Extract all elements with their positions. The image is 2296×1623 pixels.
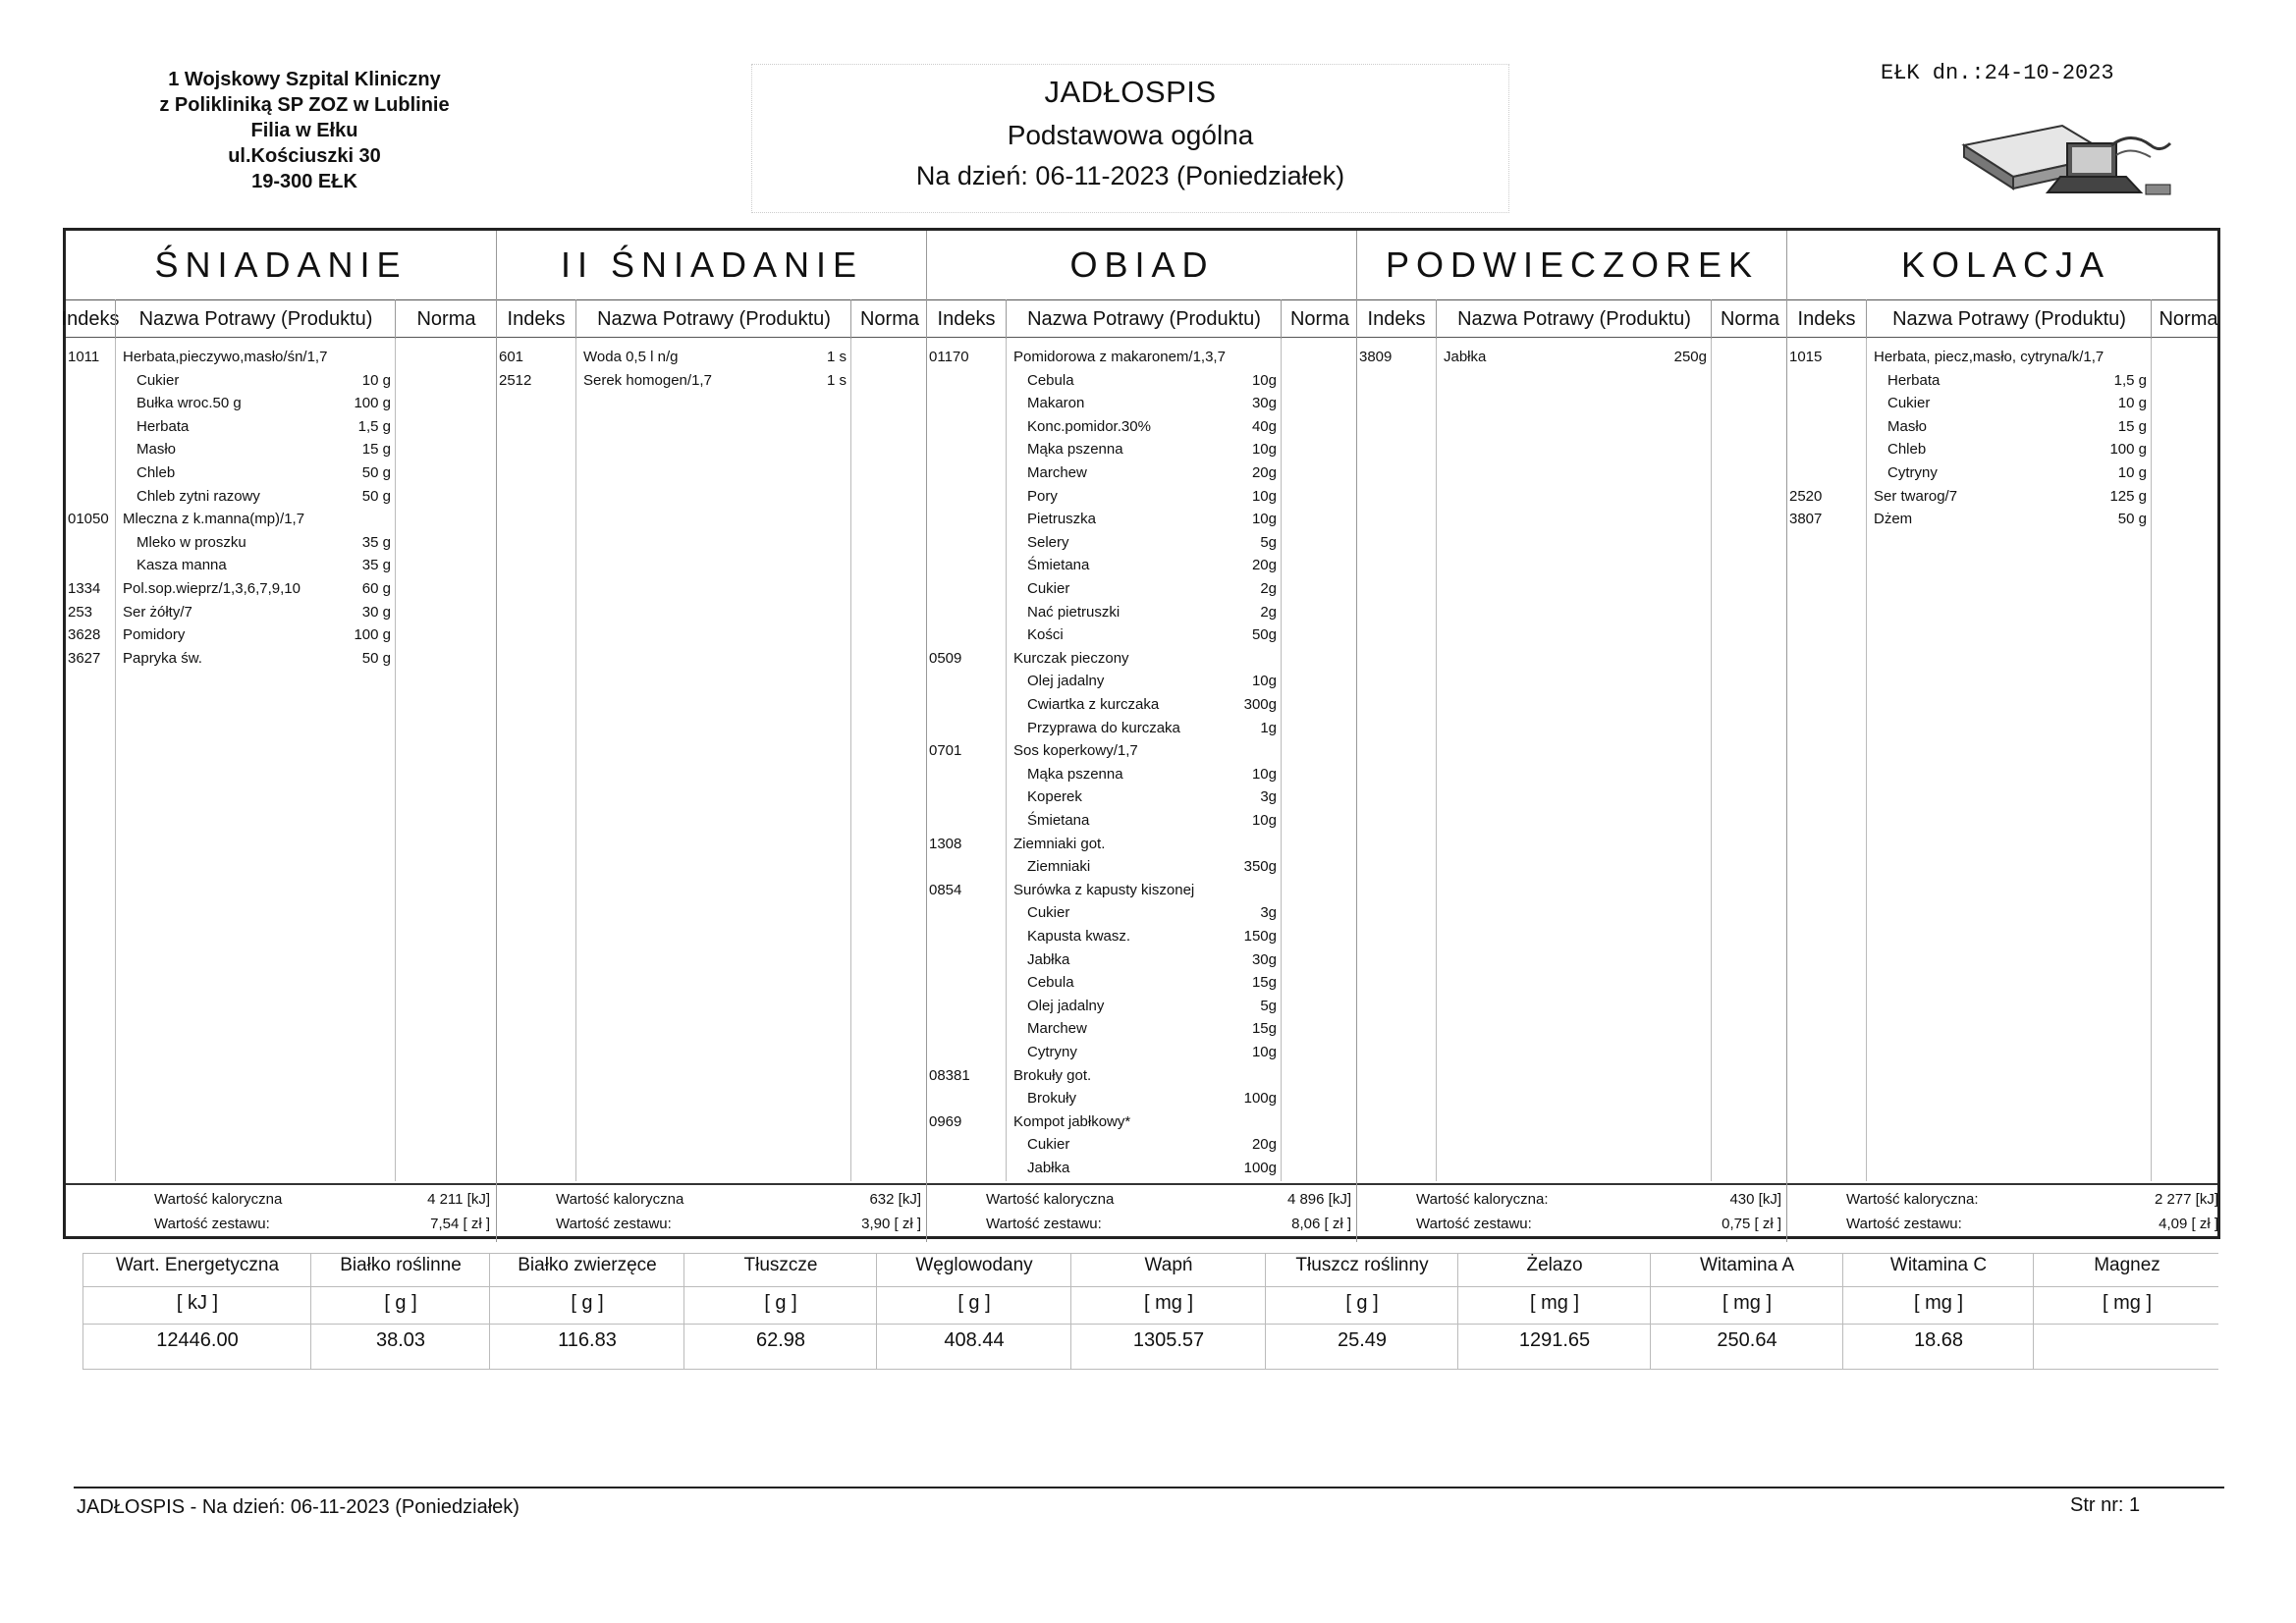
nutrition-column bbox=[310, 1253, 490, 1369]
item-index: 0969 bbox=[929, 1112, 962, 1130]
ingredient-name: Pory bbox=[1027, 487, 1058, 505]
nutrition-label: Wapń bbox=[1144, 1255, 1193, 1275]
nutrition-rule bbox=[82, 1286, 2218, 1287]
nutrition-value: 12446.00 bbox=[156, 1329, 239, 1351]
item-index: 08381 bbox=[929, 1066, 970, 1084]
column-header-index: Indeks bbox=[507, 307, 566, 330]
nutrition-label: Magnez bbox=[2094, 1255, 2160, 1275]
item-norm: 60 g bbox=[361, 580, 391, 597]
item-norm bbox=[2062, 347, 2147, 368]
item-norm: 100g bbox=[1243, 1090, 1277, 1108]
dish-name: Papryka św. bbox=[123, 649, 202, 667]
item-index: 253 bbox=[68, 603, 93, 621]
footer-title: JADŁOSPIS - Na dzień: 06-11-2023 (Poniedziałek) bbox=[77, 1496, 519, 1518]
laptop-books-icon bbox=[1954, 116, 2180, 209]
nutrition-column bbox=[82, 1253, 311, 1369]
item-norm: 1 s bbox=[826, 371, 847, 389]
item-norm: 350g bbox=[1243, 858, 1277, 876]
column-header-name: Nazwa Potrawy (Produktu) bbox=[1866, 299, 2152, 339]
item-norm bbox=[1192, 740, 1277, 762]
nutrition-unit: [ g ] bbox=[571, 1292, 604, 1314]
item-norm: 30g bbox=[1251, 395, 1277, 412]
ingredient-name: Cukier bbox=[137, 371, 180, 389]
item-norm: 50g bbox=[1251, 626, 1277, 644]
nutrition-unit: [ g ] bbox=[1345, 1292, 1379, 1314]
page-number: Str nr: 1 bbox=[2070, 1494, 2141, 1516]
item-norm: 50 g bbox=[361, 487, 391, 505]
ingredient-name: Ziemniaki bbox=[1027, 858, 1091, 876]
ingredient-name: Selery bbox=[1027, 533, 1069, 551]
nutrition-value: 38.03 bbox=[375, 1329, 426, 1351]
nutrition-unit: [ mg ] bbox=[1529, 1292, 1579, 1314]
nutrition-value: 1291.65 bbox=[1518, 1329, 1591, 1351]
meal-column bbox=[926, 231, 1357, 1242]
ingredient-name: Bułka wroc.50 g bbox=[137, 395, 242, 412]
ingredient-name: Przyprawa do kurczaka bbox=[1027, 719, 1180, 736]
nutrition-unit: [ g ] bbox=[764, 1292, 797, 1314]
item-norm: 150g bbox=[1243, 928, 1277, 945]
column-header-index: Indeks bbox=[937, 307, 996, 330]
cost-label: Wartość zestawu: bbox=[1416, 1216, 1532, 1232]
item-norm bbox=[1192, 1111, 1277, 1133]
cost-label: Wartość zestawu: bbox=[1846, 1216, 1962, 1232]
nutrition-unit: [ mg ] bbox=[1143, 1292, 1193, 1314]
item-norm: 1,5 g bbox=[2113, 371, 2147, 389]
ingredient-name: Mąka pszenna bbox=[1027, 441, 1123, 459]
item-norm: 10g bbox=[1251, 673, 1277, 690]
dish-name: Surówka z kapusty kiszonej bbox=[1013, 881, 1195, 898]
ingredient-name: Olej jadalny bbox=[1027, 673, 1105, 690]
hospital-line: ul.Kościuszki 30 bbox=[228, 145, 381, 167]
ingredient-name: Cwiartka z kurczaka bbox=[1027, 696, 1160, 713]
nutrition-label: Witamina C bbox=[1889, 1255, 1988, 1275]
item-norm bbox=[1192, 1065, 1277, 1087]
ingredient-name: Marchew bbox=[1027, 464, 1087, 481]
ingredient-name: Kości bbox=[1027, 626, 1064, 644]
column-divider bbox=[850, 339, 851, 1181]
nutrition-rule bbox=[82, 1324, 2218, 1325]
dish-name: Serek homogen/1,7 bbox=[583, 371, 712, 389]
ingredient-name: Jabłka bbox=[1027, 950, 1070, 968]
nutrition-unit: [ kJ ] bbox=[176, 1292, 219, 1314]
item-norm: 10g bbox=[1251, 371, 1277, 389]
kcal-value: 2 277 [kJ] bbox=[2154, 1191, 2218, 1208]
ingredient-name: Brokuły bbox=[1027, 1090, 1077, 1108]
nutrition-label: Żelazo bbox=[1526, 1255, 1583, 1275]
hospital-address bbox=[88, 67, 520, 194]
ingredient-name: Makaron bbox=[1027, 395, 1085, 412]
kcal-label: Wartość kaloryczna: bbox=[1416, 1191, 1549, 1208]
meal-column bbox=[1786, 231, 2224, 1242]
nutrition-value: 250.64 bbox=[1717, 1329, 1777, 1351]
item-index: 601 bbox=[499, 349, 524, 365]
item-norm: 35 g bbox=[361, 557, 391, 574]
ingredient-name: Chleb bbox=[137, 464, 176, 481]
title-box bbox=[751, 64, 1509, 213]
kcal-value: 632 [kJ] bbox=[869, 1191, 921, 1208]
nutrition-unit: [ mg ] bbox=[1913, 1292, 1963, 1314]
item-norm: 100g bbox=[1243, 1160, 1277, 1176]
ingredient-name: Cytryny bbox=[1027, 1044, 1077, 1060]
nutrition-value: 1305.57 bbox=[1132, 1329, 1205, 1351]
document-date-line: Na dzień: 06-11-2023 (Poniedziałek) bbox=[915, 161, 1345, 190]
item-index: 0854 bbox=[929, 881, 962, 898]
dish-name: Dżem bbox=[1874, 511, 1913, 528]
nutrition-column bbox=[2033, 1253, 2220, 1369]
item-norm: 15 g bbox=[2117, 417, 2147, 435]
nutrition-label: Wart. Energetyczna bbox=[115, 1255, 280, 1275]
item-index: 01050 bbox=[68, 511, 109, 528]
item-norm: 10g bbox=[1251, 812, 1277, 829]
ingredient-name: Nać pietruszki bbox=[1027, 603, 1121, 621]
ingredient-name: Mąka pszenna bbox=[1027, 765, 1123, 783]
item-norm: 10 g bbox=[2117, 395, 2147, 412]
ingredient-name: Chleb zytni razowy bbox=[137, 487, 260, 505]
item-norm: 250g bbox=[1673, 349, 1707, 365]
kcal-value: 430 [kJ] bbox=[1729, 1191, 1781, 1208]
ingredient-name: Cebula bbox=[1027, 974, 1074, 992]
dish-name: Ziemniaki got. bbox=[1013, 835, 1106, 852]
nutrition-value: 116.83 bbox=[558, 1329, 617, 1351]
dish-name: Pomidorowa z makaronem/1,3,7 bbox=[1013, 349, 1226, 365]
ingredient-name: Masło bbox=[137, 441, 177, 459]
item-index: 2520 bbox=[1789, 487, 1823, 505]
item-index: 2512 bbox=[499, 371, 532, 389]
column-divider bbox=[1281, 339, 1282, 1181]
hospital-line: 1 Wojskowy Szpital Kliniczny bbox=[168, 69, 441, 90]
column-divider bbox=[1866, 339, 1867, 1181]
nutrition-rule bbox=[82, 1253, 2218, 1254]
column-header-norm: Norma bbox=[1281, 299, 1358, 339]
column-header-name: Nazwa Potrawy (Produktu) bbox=[1436, 299, 1712, 339]
nutrition-value: 18.68 bbox=[1913, 1329, 1964, 1351]
item-norm: 15g bbox=[1251, 974, 1277, 992]
kcal-label: Wartość kaloryczna bbox=[154, 1191, 283, 1208]
hospital-line: z Polikliniką SP ZOZ w Lublinie bbox=[159, 94, 450, 116]
item-index: 0701 bbox=[929, 742, 962, 760]
item-norm: 2g bbox=[1260, 580, 1277, 597]
item-index: 3627 bbox=[68, 649, 101, 667]
item-index: 0509 bbox=[929, 649, 962, 667]
item-norm: 5g bbox=[1260, 997, 1277, 1014]
kcal-value: 4 896 [kJ] bbox=[1286, 1191, 1351, 1208]
document-subtitle: Podstawowa ogólna bbox=[1007, 120, 1254, 150]
nutrition-column bbox=[1650, 1253, 1843, 1369]
item-norm: 10 g bbox=[2117, 464, 2147, 481]
item-norm: 1 s bbox=[826, 349, 847, 365]
nutrition-rule bbox=[82, 1369, 2218, 1370]
meal-column bbox=[496, 231, 927, 1242]
nutrition-table bbox=[82, 1253, 2218, 1371]
ingredient-name: Herbata bbox=[1887, 371, 1941, 389]
item-norm: 5g bbox=[1260, 533, 1277, 551]
ingredient-name: Olej jadalny bbox=[1027, 997, 1105, 1014]
nutrition-column bbox=[683, 1253, 877, 1369]
cost-value: 4,09 [ zł ] bbox=[2159, 1216, 2218, 1232]
nutrition-value: 25.49 bbox=[1337, 1329, 1388, 1351]
ingredient-name: Cebula bbox=[1027, 371, 1074, 389]
column-divider bbox=[115, 339, 116, 1181]
nutrition-label: Witamina A bbox=[1699, 1255, 1795, 1275]
nutrition-column bbox=[1265, 1253, 1458, 1369]
column-header-norm: Norma bbox=[2151, 299, 2225, 339]
nutrition-label: Białko zwierzęce bbox=[518, 1255, 657, 1275]
nutrition-column bbox=[1842, 1253, 2034, 1369]
item-norm: 3g bbox=[1260, 904, 1277, 922]
cost-label: Wartość zestawu: bbox=[154, 1216, 270, 1232]
ingredient-name: Śmietana bbox=[1027, 557, 1090, 574]
nutrition-column bbox=[1457, 1253, 1651, 1369]
item-norm: 10g bbox=[1251, 441, 1277, 459]
item-norm: 10g bbox=[1251, 765, 1277, 783]
ingredient-name: Cukier bbox=[1887, 395, 1931, 412]
column-header-norm: Norma bbox=[395, 299, 497, 339]
nutrition-label: Tłuszcze bbox=[743, 1255, 818, 1275]
item-index: 3807 bbox=[1789, 511, 1823, 528]
item-norm: 40g bbox=[1251, 417, 1277, 435]
item-norm: 15g bbox=[1251, 1020, 1277, 1038]
item-norm: 125 g bbox=[2109, 487, 2147, 505]
item-index: 1015 bbox=[1789, 349, 1823, 365]
column-header-name: Nazwa Potrawy (Produktu) bbox=[115, 299, 396, 339]
nutrition-value: 408.44 bbox=[944, 1329, 1005, 1351]
meal-title: ŚNIADANIE bbox=[154, 244, 408, 285]
nutrition-column bbox=[876, 1253, 1071, 1369]
item-norm: 50 g bbox=[361, 464, 391, 481]
item-norm: 35 g bbox=[361, 533, 391, 551]
dish-name: Kompot jabłkowy* bbox=[1013, 1112, 1131, 1130]
column-header-norm: Norma bbox=[1711, 299, 1788, 339]
kcal-value: 4 211 [kJ] bbox=[427, 1191, 490, 1208]
item-norm: 10g bbox=[1251, 511, 1277, 528]
ingredient-name: Cukier bbox=[1027, 1136, 1070, 1154]
column-header-index: Indeks bbox=[1797, 307, 1856, 330]
dish-name: Sos koperkowy/1,7 bbox=[1013, 742, 1138, 760]
column-divider bbox=[2151, 339, 2152, 1181]
ingredient-name: Marchew bbox=[1027, 1020, 1087, 1038]
meal-title: PODWIECZOREK bbox=[1385, 244, 1759, 285]
dish-name: Brokuły got. bbox=[1013, 1066, 1092, 1084]
document-title: JADŁOSPIS bbox=[1044, 75, 1217, 109]
ingredient-name: Koperek bbox=[1027, 788, 1082, 806]
item-norm bbox=[1192, 347, 1277, 368]
item-norm: 20g bbox=[1251, 557, 1277, 574]
ingredient-name: Cukier bbox=[1027, 904, 1070, 922]
meal-column bbox=[61, 231, 496, 1242]
nutrition-unit: [ mg ] bbox=[1722, 1292, 1772, 1314]
dish-name: Herbata,pieczywo,masło/śn/1,7 bbox=[123, 349, 328, 365]
dish-name: Kurczak pieczony bbox=[1013, 649, 1129, 667]
item-norm: 300g bbox=[1243, 696, 1277, 713]
print-date: EŁK dn.:24-10-2023 bbox=[1881, 61, 2114, 85]
ingredient-name: Jabłka bbox=[1027, 1160, 1070, 1176]
item-norm: 100 g bbox=[2109, 441, 2147, 459]
meal-title: KOLACJA bbox=[1900, 244, 2111, 285]
ingredient-name: Śmietana bbox=[1027, 812, 1090, 829]
nutrition-unit: [ g ] bbox=[957, 1292, 991, 1314]
nutrition-unit: [ mg ] bbox=[2102, 1292, 2152, 1314]
item-norm bbox=[306, 347, 391, 368]
nutrition-label: Tłuszcz roślinny bbox=[1295, 1255, 1429, 1275]
item-norm: 50 g bbox=[2117, 511, 2147, 528]
cost-label: Wartość zestawu: bbox=[986, 1216, 1102, 1232]
item-norm: 100 g bbox=[354, 626, 391, 644]
item-index: 3628 bbox=[68, 626, 101, 644]
ingredient-name: Mleko w proszku bbox=[137, 533, 246, 551]
kcal-label: Wartość kaloryczna bbox=[556, 1191, 684, 1208]
hospital-line: Filia w Ełku bbox=[250, 120, 358, 141]
column-header-index: Indeks bbox=[61, 307, 120, 330]
item-norm: 10 g bbox=[361, 371, 391, 389]
ingredient-name: Kasza manna bbox=[137, 557, 227, 574]
item-index: 1308 bbox=[929, 835, 962, 852]
column-divider bbox=[1711, 339, 1712, 1181]
item-norm: 100 g bbox=[354, 395, 391, 412]
dish-name: Pol.sop.wieprz/1,3,6,7,9,10 bbox=[123, 580, 301, 597]
item-norm bbox=[1192, 880, 1277, 901]
ingredient-name: Masło bbox=[1887, 417, 1928, 435]
ingredient-name: Cukier bbox=[1027, 580, 1070, 597]
ingredient-name: Konc.pomidor.30% bbox=[1027, 417, 1151, 435]
item-norm bbox=[306, 509, 391, 530]
nutrition-column bbox=[489, 1253, 684, 1369]
item-norm bbox=[1192, 648, 1277, 670]
item-index: 3809 bbox=[1359, 349, 1393, 365]
kcal-label: Wartość kaloryczna bbox=[986, 1191, 1115, 1208]
nutrition-unit: [ g ] bbox=[384, 1292, 417, 1314]
dish-name: Ser twarog/7 bbox=[1874, 487, 1958, 505]
item-index: 1334 bbox=[68, 580, 101, 597]
item-norm: 10g bbox=[1251, 1044, 1277, 1060]
item-index: 01170 bbox=[929, 349, 969, 365]
column-divider bbox=[1436, 339, 1437, 1181]
meal-title: OBIAD bbox=[1069, 244, 1215, 285]
ingredient-name: Cytryny bbox=[1887, 464, 1938, 481]
footer-rule bbox=[74, 1487, 2224, 1488]
cost-value: 7,54 [ zł ] bbox=[430, 1216, 490, 1232]
item-norm: 20g bbox=[1251, 1136, 1277, 1154]
cost-label: Wartość zestawu: bbox=[556, 1216, 672, 1232]
item-norm: 1,5 g bbox=[357, 417, 391, 435]
column-header-index: Indeks bbox=[1367, 307, 1426, 330]
column-divider bbox=[575, 339, 576, 1181]
dish-name: Jabłka bbox=[1444, 349, 1487, 365]
item-norm: 10g bbox=[1251, 487, 1277, 505]
column-header-norm: Norma bbox=[850, 299, 928, 339]
cost-value: 8,06 [ zł ] bbox=[1291, 1216, 1351, 1232]
nutrition-column bbox=[1070, 1253, 1266, 1369]
nutrition-label: Węglowodany bbox=[915, 1255, 1033, 1275]
item-norm: 2g bbox=[1260, 603, 1277, 621]
ingredient-name: Pietruszka bbox=[1027, 511, 1097, 528]
hospital-line: 19-300 EŁK bbox=[251, 171, 357, 192]
cost-value: 0,75 [ zł ] bbox=[1722, 1216, 1781, 1232]
meal-column bbox=[1356, 231, 1787, 1242]
menu-table bbox=[63, 228, 2220, 1239]
column-divider bbox=[1006, 339, 1007, 1181]
meal-title: II ŚNIADANIE bbox=[560, 244, 864, 285]
column-header-name: Nazwa Potrawy (Produktu) bbox=[1006, 299, 1282, 339]
column-header-name: Nazwa Potrawy (Produktu) bbox=[575, 299, 851, 339]
dish-name: Mleczna z k.manna(mp)/1,7 bbox=[123, 511, 305, 528]
item-norm: 50 g bbox=[361, 649, 391, 667]
item-norm: 30 g bbox=[361, 603, 391, 621]
item-norm: 30g bbox=[1251, 950, 1277, 968]
dish-name: Ser żółty/7 bbox=[123, 603, 192, 621]
ingredient-name: Herbata bbox=[137, 417, 190, 435]
column-divider bbox=[395, 339, 396, 1181]
kcal-label: Wartość kaloryczna: bbox=[1846, 1191, 1979, 1208]
item-norm bbox=[1192, 834, 1277, 855]
item-norm: 1g bbox=[1260, 719, 1277, 736]
ingredient-name: Chleb bbox=[1887, 441, 1927, 459]
item-norm: 3g bbox=[1260, 788, 1277, 806]
nutrition-label: Białko roślinne bbox=[340, 1255, 462, 1275]
ingredient-name: Kapusta kwasz. bbox=[1027, 928, 1131, 945]
item-index: 1011 bbox=[68, 349, 100, 365]
dish-name: Pomidory bbox=[123, 626, 186, 644]
nutrition-value: 62.98 bbox=[755, 1329, 806, 1351]
dish-name: Herbata, piecz,masło, cytryna/k/1,7 bbox=[1874, 349, 2105, 365]
item-norm: 20g bbox=[1251, 464, 1277, 481]
cost-value: 3,90 [ zł ] bbox=[861, 1216, 921, 1232]
item-norm: 15 g bbox=[361, 441, 391, 459]
dish-name: Woda 0,5 l n/g bbox=[583, 349, 679, 365]
